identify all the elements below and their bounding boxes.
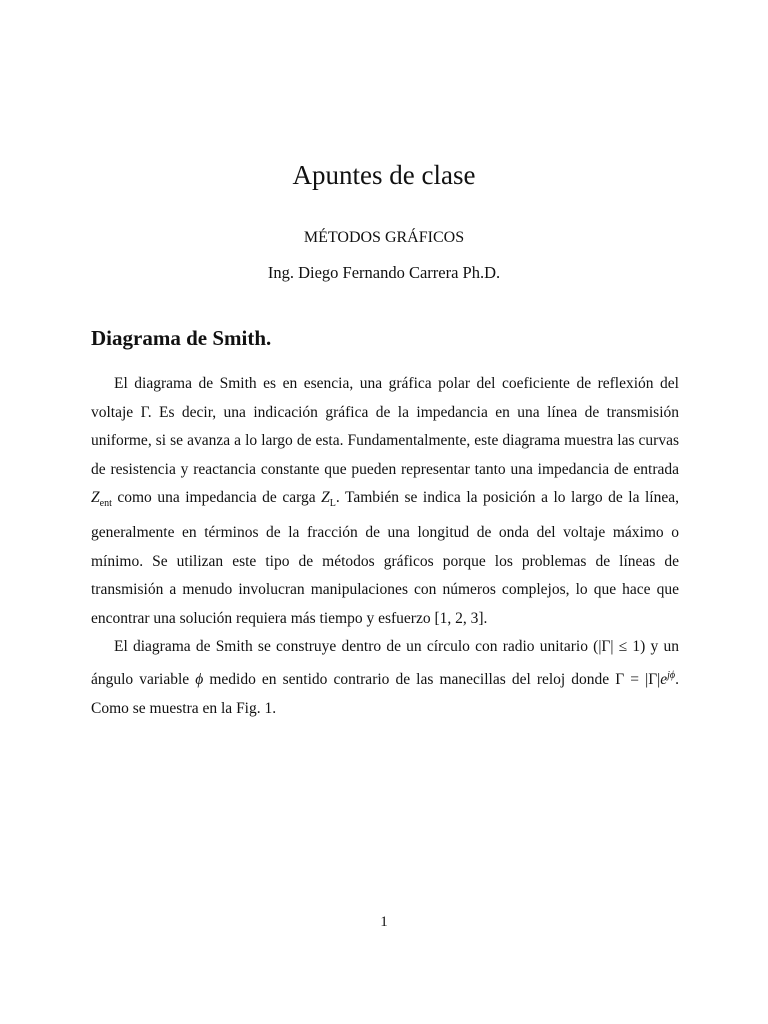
paragraph-text: El diagrama de Smith es en esencia, una gráfica polar del coeficiente de reflexión del voltaje Γ. Es decir, una indicación gráfica de la impedancia en una línea de transmisión uniforme, si se avanza a lo largo de esta. Fundamentalmente, este diagrama muestra las curvas de resistencia y reactancia constante que pueden representar tanto una impedancia de entrada [91, 375, 679, 478]
z-ent-subscript: ent [99, 498, 112, 510]
z-ent-symbol: Z [91, 489, 100, 507]
document-title: Apuntes de clase [292, 160, 476, 190]
z-l-symbol: Z [321, 489, 330, 507]
z-l-subscript: L [329, 498, 336, 510]
section-body [91, 370, 679, 723]
phi-symbol: ϕ [195, 671, 204, 689]
paragraph-text: como una impedancia de carga [111, 489, 322, 507]
paragraph-text: medido en sentido contrario de las manecillas del reloj donde Γ = |Γ| [203, 671, 661, 689]
document-subtitle: MÉTODOS GRÁFICOS [303, 229, 465, 246]
paragraph-text: El diagrama de Smith se construye dentro de un círculo con radio unitario (|Γ| ≤ 1) y un ángulo variable [91, 638, 679, 689]
section-heading: Diagrama de Smith. [91, 326, 272, 350]
paragraph-text: . Como se muestra en la Fig. 1. [91, 671, 679, 717]
document-author: Ing. Diego Fernando Carrera Ph.D. [267, 263, 501, 282]
page-number: 1 [380, 914, 388, 930]
exp-power: jϕ [667, 670, 676, 682]
paragraph-text: . También se indica la posición a lo largo de la línea, generalmente en términos de la fracción de una longitud de onda del voltaje máximo o mínimo. Se utilizan este tipo de métodos gráficos porque los problemas de líneas de transmisión a menudo involucran manipulaciones con números complejos, lo que hace que encontrar una solución requiera más tiempo y esfuerzo [1, 2, 3]. [91, 489, 679, 627]
exp-base: e [660, 671, 668, 689]
paragraph-smith-construction [91, 633, 679, 723]
paragraph-smith-intro [91, 370, 679, 633]
